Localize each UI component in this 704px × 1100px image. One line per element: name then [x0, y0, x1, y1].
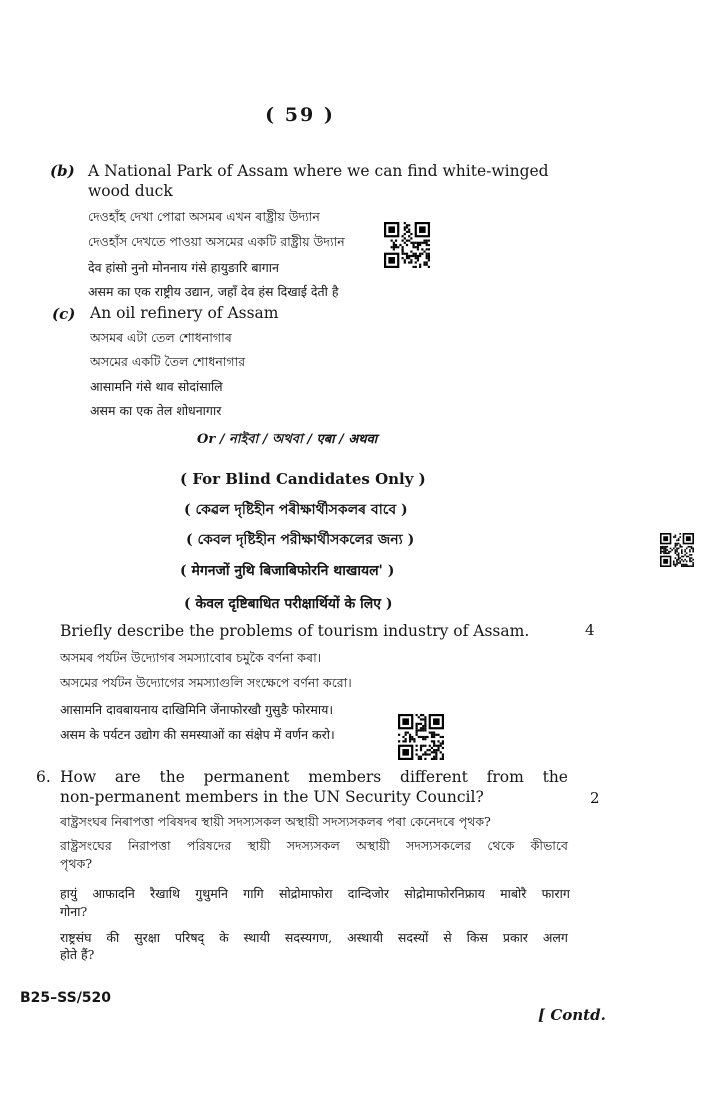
- word: सदस्यगण,: [284, 930, 333, 945]
- blind-question-bodo: आसामनि दावबायनाय दाखिमिनि जेंनाफोरखौ गुसुङै फोरमाय।: [60, 702, 334, 717]
- question-6-hindi-line1: [60, 929, 568, 946]
- question-b-bengali: দেওহাঁস দেখতে পাওয়া অসমের একটি রাষ্ট্রীয় উদ্যান: [88, 234, 345, 249]
- continued-marker: [ Contd.: [538, 1006, 606, 1024]
- qr-code-icon: [384, 222, 430, 268]
- qr-code-icon: [660, 533, 694, 567]
- question-6-marks: 2: [590, 789, 600, 807]
- question-6-assamese: ৰাষ্ট্ৰসংঘৰ নিৰাপত্তা পৰিষদৰ স্থায়ী সদস্যসকল অস্থায়ী সদস্যসকলৰ পৰা কেনেদৰে পৃথক?: [60, 814, 491, 829]
- blind-question-hindi: असम के पर्यटन उद्योग की समस्याओं का संक्षेप में वर्णन करो।: [60, 727, 335, 742]
- question-b-bodo: देव हांसो नुनो मोननाय गंसे हायुङारि बागान: [88, 260, 279, 275]
- word: নিরাপত্তা: [128, 838, 171, 853]
- blind-question-english: Briefly describe the problems of tourism industry of Assam.: [60, 622, 530, 640]
- question-b-english-line1: A National Park of Assam where we can find white-winged: [88, 162, 549, 180]
- qr-code-icon: [398, 714, 444, 760]
- word: स्थायी: [243, 930, 270, 945]
- word: प्रकार: [502, 930, 528, 945]
- paper-code: B25–SS/520: [20, 990, 112, 1006]
- word: राष्ट्रसंघ: [60, 930, 92, 945]
- blind-question-marks: 4: [585, 621, 595, 639]
- blind-candidates-bengali: ( কেবল দৃষ্টিহীন পরীক্ষার্থীসকলের জন্য ): [186, 532, 415, 548]
- question-c-english: An oil refinery of Assam: [90, 304, 279, 322]
- question-b-hindi: असम का एक राष्ट्रीय उद्यान, जहाँ देव हंस दिखाई देती है: [88, 284, 339, 299]
- word: পরিষদের: [186, 838, 232, 853]
- word: आफादनि: [92, 886, 135, 901]
- word: सुरक्षा: [134, 930, 160, 945]
- page-number: ( 59 ): [265, 104, 335, 126]
- word: স্থায়ী: [247, 838, 271, 853]
- question-6-bodo-line1: [60, 885, 570, 902]
- word: अलग: [542, 930, 568, 945]
- word: परिषद्: [174, 930, 205, 945]
- word: से: [443, 930, 452, 945]
- question-6-bengali-line1: [60, 838, 568, 858]
- word: के: [219, 930, 229, 945]
- question-6-english-line1: [60, 768, 568, 786]
- word: माबोरै: [500, 886, 527, 901]
- word: অস্থায়ী: [356, 838, 390, 853]
- question-b-marker: (b): [50, 162, 75, 180]
- word: How: [60, 768, 97, 786]
- word: की: [106, 930, 120, 945]
- word: কীভাবে: [530, 838, 568, 853]
- question-c-bengali: অসমের একটি তৈল শোধনাগার: [90, 354, 246, 369]
- or-separator: Or / নাইবা / অথবা / एबा / अथवा: [197, 432, 378, 447]
- word: किस: [466, 930, 488, 945]
- question-6-number: 6.: [36, 768, 51, 786]
- question-6-english-line2: non-permanent members in the UN Security Council?: [60, 788, 484, 806]
- word: থেকে: [487, 838, 515, 853]
- blind-question-bengali: অসমের পর্যটন উদ্যোগের সমস্যাগুলি সংক্ষেপে বর্ণনা করো।: [60, 675, 352, 690]
- blind-candidates-bodo: ( मेगनजों नुथि बिजाबिफोरनि थाखायल' ): [180, 563, 395, 579]
- word: the: [542, 768, 568, 786]
- word: are: [114, 768, 141, 786]
- question-c-hindi: असम का एक तेल शोधनागार: [90, 403, 222, 418]
- question-c-bodo: आसामनि गंसे थाव सोदांसालि: [90, 379, 223, 394]
- question-b-english-line2: wood duck: [88, 182, 173, 200]
- word: सदस्यों: [397, 930, 429, 945]
- question-c-marker: (c): [52, 305, 76, 323]
- word: permanent: [203, 768, 290, 786]
- word: रैखाथि: [150, 886, 180, 901]
- word: from: [486, 768, 524, 786]
- word: अस्थायी: [347, 930, 383, 945]
- question-b-assamese: দেওহাঁহ দেখা পোৱা অসমৰ এখন ৰাষ্ট্ৰীয় উদ্যান: [88, 209, 320, 224]
- word: हायुं: [60, 886, 78, 901]
- blind-candidates-assamese: ( কেৱল দৃষ্টিহীন পৰীক্ষাৰ্থীসকলৰ বাবে ): [184, 502, 408, 518]
- word: फाराग: [541, 886, 570, 901]
- question-6-bengali-line2: পৃথক?: [60, 856, 93, 871]
- question-6-hindi-line2: होते हैं?: [60, 947, 95, 962]
- blind-candidates-english: ( For Blind Candidates Only ): [180, 470, 426, 488]
- question-c-assamese: অসমৰ এটা তেল শোধনাগাৰ: [90, 330, 232, 345]
- word: गुथुमनि: [195, 886, 228, 901]
- word: सोद्रोमाफोरा: [279, 886, 333, 901]
- blind-question-assamese: অসমৰ পৰ্যটন উদ্যোগৰ সমস্যাবোৰ চমুকৈ বৰ্ণনা কৰা।: [60, 650, 322, 665]
- word: सोद्रोमाफोरनिफ्राय: [404, 886, 485, 901]
- word: गागि: [243, 886, 264, 901]
- word: the: [159, 768, 185, 786]
- word: दान्दिजोर: [347, 886, 390, 901]
- question-6-bodo-line2: गोना?: [60, 904, 88, 919]
- blind-candidates-hindi: ( केवल दृष्टिबाधित परीक्षार्थियों के लिए ): [184, 596, 393, 612]
- word: different: [400, 768, 468, 786]
- word: সদস্যসকল: [286, 838, 340, 853]
- word: রাষ্ট্রসংঘের: [60, 838, 112, 853]
- word: members: [308, 768, 382, 786]
- word: সদস্যসকলের: [406, 838, 472, 853]
